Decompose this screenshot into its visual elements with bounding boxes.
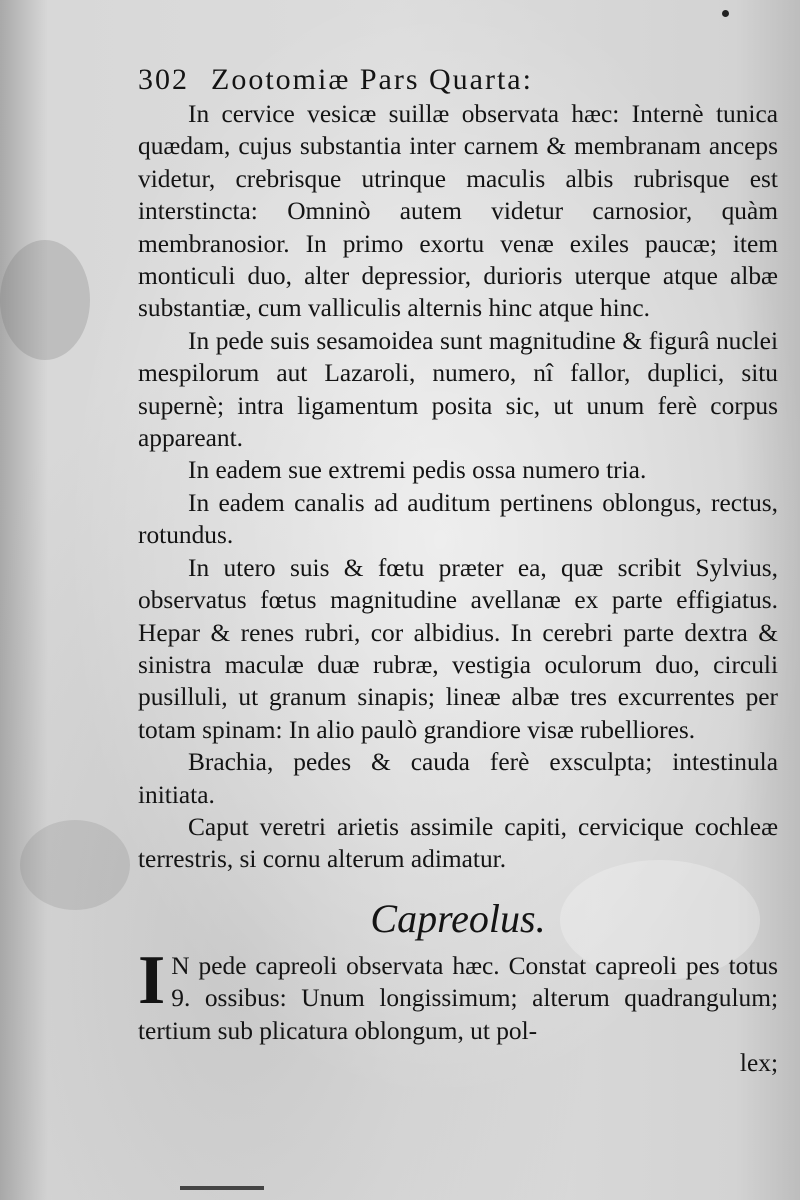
page-number: 302 (138, 63, 189, 96)
drop-cap: I (138, 941, 166, 1019)
paragraph: In eadem sue extremi pedis ossa numero tria. (188, 456, 647, 485)
section-first-paragraph-text: N pede capreoli observata hæc. Constat capreoli pes totus 9. ossibus: Unum longissimum; alterum quadrangulum; tertium sub plicatura oblongum, ut pol- (138, 951, 778, 1045)
text-block (138, 62, 778, 1079)
section-title: Capreolus. (370, 895, 546, 941)
catchword: lex; (739, 1048, 778, 1077)
section-first-paragraph (138, 941, 778, 1047)
running-head (138, 62, 778, 98)
page-stain (0, 240, 90, 360)
ink-spot (722, 10, 729, 17)
paragraph: In utero suis & fœtu præter ea, quæ scribit Sylvius, observatus fœtus magnitudine avellanæ ex parte effigiatus. Hepar & renes rubri, cor albidius. In cerebri parte dextra & sinistra maculæ duæ rubræ, vestigia oculorum duo, circuli pusilluli, ut granum sinapis; lineæ albæ tres excurrentes per totam spinam: In alio paulò grandiore visæ rubelliores. (138, 553, 778, 744)
page-edge-mark (180, 1186, 264, 1190)
paragraph: In eadem canalis ad auditum pertinens oblongus, rectus, rotundus. (138, 488, 778, 550)
page-stain (20, 820, 130, 910)
paragraph: In pede suis sesamoidea sunt magnitudine & figurâ nuclei mespilorum aut Lazaroli, numero, nî fallor, duplici, situ supernè; intra ligamentum posita sic, ut unum ferè corpus appareant. (138, 326, 778, 453)
paragraph: Caput veretri arietis assimile capiti, cervicique cochleæ terrestris, si cornu alterum adimatur. (138, 812, 778, 874)
paragraph: Brachia, pedes & cauda ferè exsculpta; intestinula initiata. (138, 748, 778, 809)
paragraph: In cervice vesicæ suillæ observata hæc: Internè tunica quædam, cujus substantia inter carnem & membranam anceps videtur, crebrisque utrinque maculis albis rubrisque est interstincta: Omninò autem videtur carnosior, quàm membranosior. In primo exortu venæ exiles paucæ; item monticuli duo, alter depressior, durioris uterque atque albæ substantiæ, cum valliculis alternis hinc atque hinc. (138, 100, 778, 323)
running-title: Zootomiæ Pars Quarta: (211, 63, 533, 96)
